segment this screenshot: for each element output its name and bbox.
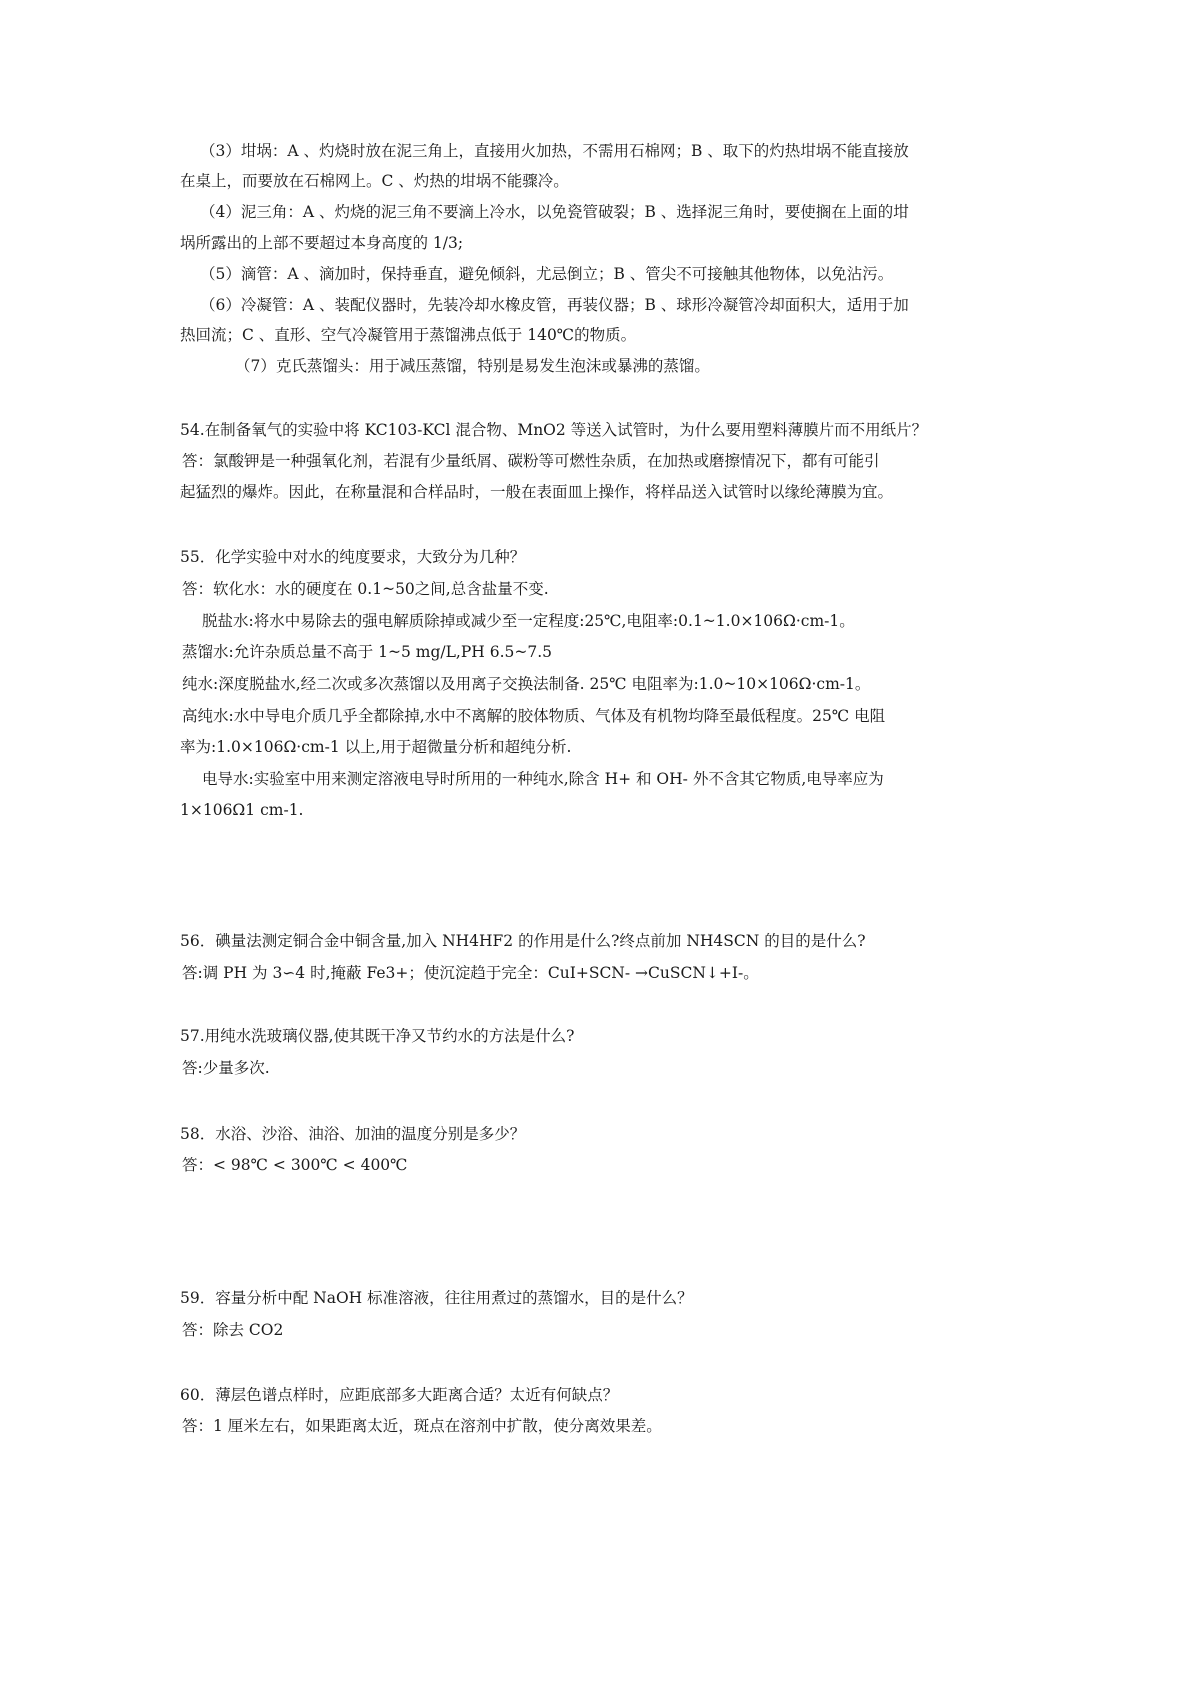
answer-55-line-3: 蒸馏水:允许杂质总量不高于 1~5 mg/L,PH 6.5~7.5 <box>182 643 553 661</box>
clay-triangle-note-line-1: （4）泥三角：A 、灼烧的泥三角不要滴上冷水，以免瓷管破裂；B 、选择泥三角时，要使搁在上面的坩 <box>200 203 909 221</box>
question-57: 57.用纯水洗玻璃仪器,使其既干净又节约水的方法是什么? <box>180 1027 575 1045</box>
question-56: 56．碘量法测定铜合金中铜含量,加入 NH4HF2 的作用是什么?终点前加 NH4SCN 的目的是什么? <box>180 932 866 950</box>
answer-55-line-6: 率为:1.0×106Ω·cm-1 以上,用于超微量分析和超纯分析. <box>180 738 572 756</box>
claisen-note: （7）克氏蒸馏头：用于减压蒸馏，特别是易发生泡沫或暴沸的蒸馏。 <box>235 357 710 375</box>
question-55: 55．化学实验中对水的纯度要求，大致分为几种？ <box>180 548 526 566</box>
answer-57: 答:少量多次. <box>182 1059 270 1077</box>
answer-55-line-7: 电导水:实验室中用来测定溶液电导时所用的一种纯水,除含 H+ 和 OH- 外不含其它物质,电导率应为 <box>202 770 884 788</box>
answer-54-line-1: 答：氯酸钾是一种强氧化剂，若混有少量纸屑、碳粉等可燃性杂质，在加热或磨擦情况下，都有可能引 <box>182 452 880 470</box>
answer-56: 答:调 PH 为 3∽4 时,掩蔽 Fe3+；使沉淀趋于完全：CuI+SCN- →CuSCN↓+I-。 <box>182 964 759 982</box>
condenser-note-line-1: （6）冷凝管：A 、装配仪器时，先装冷却水橡皮管，再装仪器；B 、球形冷凝管冷却面积大，适用于加 <box>200 296 909 314</box>
answer-59: 答：除去 CO2 <box>182 1321 284 1339</box>
question-59: 59．容量分析中配 NaOH 标准溶液，往往用煮过的蒸馏水，目的是什么？ <box>180 1289 693 1307</box>
answer-60: 答：1 厘米左右，如果距离太近，斑点在溶剂中扩散，使分离效果差。 <box>182 1417 662 1435</box>
answer-54-line-2: 起猛烈的爆炸。因此，在称量混和合样品时，一般在表面皿上操作，将样品送入试管时以缘纶薄膜为宜。 <box>180 483 894 501</box>
answer-55-line-4: 纯水:深度脱盐水,经二次或多次蒸馏以及用离子交换法制备. 25℃ 电阻率为:1.0~10×106Ω·cm-1。 <box>182 675 871 693</box>
crucible-note-line-2: 在桌上，而要放在石棉网上。C 、灼热的坩埚不能骤冷。 <box>180 172 569 190</box>
answer-55-line-5: 高纯水:水中导电介质几乎全都除掉,水中不离解的胶体物质、气体及有机物均降至最低程度。25℃ 电阻 <box>182 707 886 725</box>
question-58: 58．水浴、沙浴、油浴、加油的温度分别是多少？ <box>180 1125 526 1143</box>
answer-58: 答：< 98℃ < 300℃ < 400℃ <box>182 1156 408 1174</box>
crucible-note-line-1: （3）坩埚：A 、灼烧时放在泥三角上，直接用火加热，不需用石棉网；B 、取下的灼热坩埚不能直接放 <box>200 142 909 160</box>
question-54: 54.在制备氧气的实验中将 KC103-KCl 混合物、MnO2 等送入试管时，为什么要用塑料薄膜片而不用纸片？ <box>180 421 928 439</box>
answer-55-line-1: 答：软化水：水的硬度在 0.1~50之间,总含盐量不变. <box>182 580 549 598</box>
dropper-note: （5）滴管：A 、滴加时，保持垂直，避免倾斜，尤忌倒立；B 、管尖不可接触其他物体，以免沾污。 <box>200 265 894 283</box>
clay-triangle-note-line-2: 埚所露出的上部不要超过本身高度的 1/3; <box>180 234 464 252</box>
answer-55-line-8: 1×106Ω1 cm-1. <box>180 801 304 819</box>
question-60: 60．薄层色谱点样时，应距底部多大距离合适？太近有何缺点？ <box>180 1386 619 1404</box>
answer-55-line-2: 脱盐水:将水中易除去的强电解质除掉或减少至一定程度:25℃,电阻率:0.1~1.0×106Ω·cm-1。 <box>202 612 855 630</box>
condenser-note-line-2: 热回流；C 、直形、空气冷凝管用于蒸馏沸点低于 140℃的物质。 <box>180 326 637 344</box>
